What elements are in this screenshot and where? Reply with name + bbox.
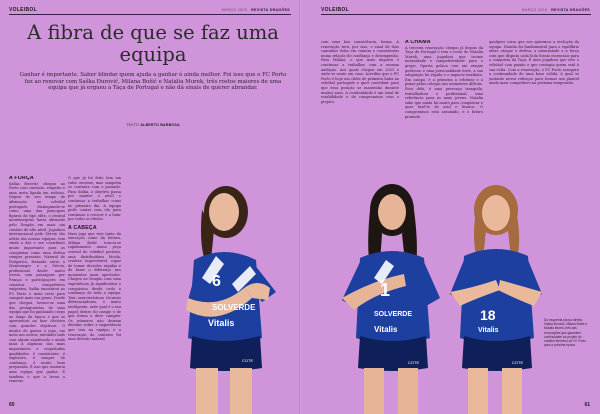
left-issue-date: MARÇO 2025 xyxy=(221,8,247,12)
jersey-number: 18 xyxy=(480,307,496,323)
photo-caption: Da esquerda para a direita: Saška Đurović, Milana Božić e Natalia Murek, três das renovações que garantem continuidade ao projeto do voleibol feminino do FC Porto para a próxima época. xyxy=(544,318,588,348)
shorts-sponsor: COTE xyxy=(512,360,524,365)
byline xyxy=(18,123,288,127)
body-text: Saška Đurović chegou ao Porto com contrato, respeito e uma meta ligada em rodeios. Depois do seu tempo de afirmação no voleibol português, distinguindo-se como uma das principais figuras de tipo elite, o central montenegrino havia afirmado pelo Dragão em mais um cenário de alto nível. Jogadora internacional pela Sérvia tão atleta das nossas equipas, tem vindo a dar o seu contributo muito importante para as conquistas como uma defesa sempre presente. Natural de Podgorica, formada entre o Montenegro e a Sérvia, profissional desde muito jovem, com passagens por França e participações em cenários competitivos exigentes, Saška encontrou no FC Porto o meio certo para cumprir mais um passo. Desde que chegou, tornou-se uma das protagonistas de uma equipa que foi ganhando corpo ao longo da época e que se apresentou na fase decisiva com grandes objetivos. O intuito de gastar o jogo, em meio aos outros, entender lado com algum significado e ainda mais a algumas das mais importantes e respeitadas qualidades: é consistente, é explosiva, é sempre de confiança, é muito bem preparada. É isso que sustenta uma equipa que ganha. E também o que a levou a renovar. xyxy=(9,181,65,384)
page-gutter xyxy=(299,0,301,414)
right-column-2 xyxy=(405,40,483,165)
left-column-2 xyxy=(68,176,121,398)
player-photo-murek xyxy=(442,170,552,414)
body-text: O que já foi feito tem um valor enorme, mas ninguém se contenta com o passado. Para Saška, o objetivo passa por manter o nível e continuar a trabalhar como no primeiro dia. A equipa pode contar com ela para continuar a crescer e a lutar por todos os títulos. xyxy=(68,176,121,222)
body-text: qualquer coisa que nos quisemos a evolução da equipa. Natalia foi fundamental para o equilíbrio entre ataque e defesa, a intensidade e a força com que disputa cada bola foram essenciais para a conquista da Taça. É uma jogadora que vive o voleibol com paixão e que contagia quem está à sua volta. Com a renovação, o FC Porto assegura a continuidade de uma base sólida, à qual se juntarão novos reforços para formar um plantel ainda mais competitivo na próxima temporada. xyxy=(489,40,579,86)
right-page-number: 61 xyxy=(584,402,590,408)
right-issue-date: MARÇO 2025 xyxy=(521,8,547,12)
shorts xyxy=(190,336,262,371)
article-lead: Ganhar é importante. Saber blindar quem ajuda a ganhar é ainda melhor. Foi isso que o FC Porto fez ao renovar com Saška Đurović, Milana Božić e Natalia Murek, três rostos maiores de uma equipa que já ergueu a Taça de Portugal e não dá sinais de querer abrandar. xyxy=(19,72,287,92)
left-section-label: VOLEIBOL xyxy=(9,7,37,13)
right-header-rule xyxy=(321,14,591,15)
right-section-label: VOLEIBOL xyxy=(321,7,349,13)
body-text: Num jogo que vive tanto da execução como da leitura, Milana Božić tornou-se rapidamente numa peça central do voleibol portista, uma distribuidora lúcida, criativa, imprevisível, capaz de tomar decisões rápidas e de fazer a diferença nos momentos mais apertados. Chegou ao Dragão com uma experiência já significativa e conquistou desde cedo a confiança de toda a equipa. Tem características técnicas diferenciadoras, é muito inteligente, sabe qual é o seu papel dentro do campo e de que forma o deve cumprir. Os números não deixam dúvidas sobre a importância que tem na equipa, e a renovação do contrato foi uma decisão natural. xyxy=(68,231,121,342)
shorts xyxy=(358,336,428,371)
byline-label: TEXTO xyxy=(126,123,140,127)
section-heading-chama: A CHAMA xyxy=(405,40,431,45)
right-column-1 xyxy=(321,40,399,165)
left-column-1 xyxy=(9,176,65,398)
section-heading-cabeca: A CABEÇA xyxy=(68,224,97,231)
right-publication-name: REVISTA DRAGÕES xyxy=(551,8,590,12)
sponsor-label: SOLVERDE xyxy=(374,311,412,318)
left-page-number: 60 xyxy=(9,402,15,408)
left-header-meta xyxy=(222,7,290,12)
sponsor-label: Vitalis xyxy=(478,327,499,334)
jersey-number: 6 xyxy=(212,273,221,290)
sponsor-label: SOLVERDE xyxy=(212,303,256,312)
player-photo-bozic xyxy=(334,170,444,414)
left-header-rule xyxy=(9,14,291,15)
player-photo-durovic xyxy=(158,160,288,414)
right-header-meta xyxy=(522,7,590,12)
sponsor-label: Vitalis xyxy=(374,325,398,334)
article-title: A fibra de que se faz uma equipa xyxy=(27,21,279,66)
shorts-sponsor: COTE xyxy=(408,360,420,365)
shorts xyxy=(462,336,532,371)
right-column-3 xyxy=(489,40,579,165)
left-publication-name: REVISTA DRAGÕES xyxy=(251,8,290,12)
jersey-number: 1 xyxy=(380,280,391,300)
byline-author: ALBERTO BARBOSA xyxy=(140,123,180,127)
sponsor-label: Vitalis xyxy=(208,318,235,328)
section-heading-forca: A FORÇA xyxy=(9,176,34,181)
body-text: com uma boa consistência, forma. A renovação terá, por isso, o sinal de dois caminhos tidos em comum e consistentes numa relação de confiança e desempenho. Para Milana, o que mais importa é continuar a trabalhar com a mesma ambição. Aos quais chegou em 2023 e onde se sente em casa. Acredita que o FC Porto é hoje um clube de primeira linha no voleibol português e quer contribuir para que essa posição se mantenha durante muitos anos. A continuidade é um sinal de estabilidade e de compromisso com o projeto. xyxy=(321,40,399,104)
shorts-sponsor: COTE xyxy=(242,358,254,363)
body-text: A terceira renovação chegou já depois da Taça de Portugal e tem o rosto de Natalia Murek, uma jogadora que trouxe intensidade e competitividade para o grupo. Oposta polaca com um ataque poderoso e uma personalidade forte, a sua adaptação foi rápida e o impacto imediato. Em campo, é a primeira a celebrar e a puxar pelas colegas nos momentos difíceis. Fora dele, é uma presença tranquila, trabalhadora e profissional, uma referência para as mais jovens. Natalia sabe que ainda há muito para conquistar e quer fazê-lo de azul e branco. O compromisso está assumido, e o futuro promete. xyxy=(405,45,483,119)
